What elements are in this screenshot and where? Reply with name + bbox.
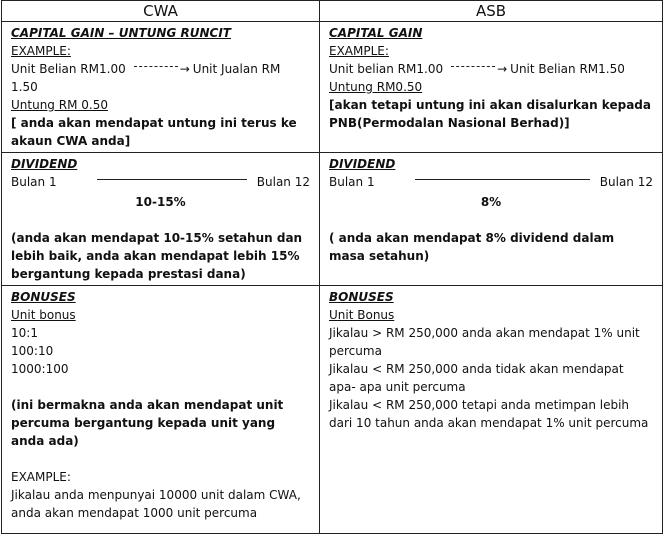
asb-month-start: Bulan 1 [329,175,375,189]
cwa-month-start: Bulan 1 [11,175,57,189]
asb-buy-price: Unit belian RM1.00 [329,62,444,76]
header-row [2,1,663,22]
dashed-line [451,66,495,67]
header-cwa: CWA [2,1,320,22]
cwa-dividend-title: DIVIDEND [11,157,78,171]
timeline-line [415,179,590,180]
cwa-buy-price: Unit Belian RM1.00 [11,62,126,76]
dividend-row [2,153,663,286]
comparison-table [1,0,663,534]
cwa-capital-gain-title: CAPITAL GAIN – UNTUNG RUNCIT [11,26,231,40]
cwa-profit: Untung RM 0.50 [11,98,108,112]
asb-bonus-item: Jikalau < RM 250,000 tetapi anda metimpan lebih dari 10 tahun anda akan mendapat 1% unit percuma [329,398,649,430]
asb-dividend-note: ( anda akan mendapat 8% dividend dalam masa setahun) [329,231,615,263]
cwa-dividend-note: (anda akan mendapat 10-15% setahun dan lebih baik, anda akan mendapat lebih 15% bergantung kepada prestasi dana) [11,231,303,281]
cwa-unit-bonus-label: Unit bonus [11,308,76,322]
asb-dividend-cell [320,153,663,286]
asb-example-label: EXAMPLE: [329,44,389,58]
cwa-capital-gain-cell [2,22,320,153]
cwa-bonus-example-text: Jikalau anda menpunyai 10000 unit dalam CWA, anda akan mendapat 1000 unit percuma [11,488,301,520]
asb-profit: Untung RM0.50 [329,80,423,94]
cwa-bonuses-title: BONUSES [11,290,76,304]
arrow-right-icon: → [497,62,508,76]
asb-capital-note: [akan tetapi untung ini akan disalurkan kepada PNB(Permodalan Nasional Berhad)] [329,98,651,130]
cwa-dividend-cell [2,153,320,286]
asb-capital-gain-cell [320,22,663,153]
asb-month-range [329,173,653,191]
cwa-bonus-note: (ini bermakna anda akan mendapat unit percuma bergantung kepada unit yang anda ada) [11,398,284,448]
cwa-buy-sell-line [11,60,310,78]
asb-bonuses-cell [320,286,663,534]
asb-unit-bonus-label: Unit Bonus [329,308,395,322]
cwa-bonus-ratio: 1000:100 [11,362,69,376]
cwa-bonus-example-label: EXAMPLE: [11,470,71,484]
cwa-month-range [11,173,310,191]
cwa-capital-note: [ anda akan mendapat untung ini terus ke akaun CWA anda] [11,116,297,148]
asb-bonus-item: Jikalau > RM 250,000 anda akan mendapat 1% unit percuma [329,326,640,358]
cwa-example-label: EXAMPLE: [11,44,71,58]
asb-month-end: Bulan 12 [599,175,653,189]
cwa-bonus-ratio: 10:1 [11,326,38,340]
asb-dividend-rate: 8% [480,195,502,209]
asb-capital-gain-title: CAPITAL GAIN [329,26,423,40]
arrow-right-icon: → [179,62,190,76]
cwa-month-end: Bulan 12 [256,175,310,189]
asb-dividend-title: DIVIDEND [329,157,396,171]
header-asb: ASB [320,1,663,22]
timeline-line [97,179,247,180]
asb-bonus-item: Jikalau < RM 250,000 anda tidak akan mendapat apa- apa unit percuma [329,362,624,394]
cwa-sell-price: Unit Jualan RM [192,62,281,76]
cwa-bonus-ratio: 100:10 [11,344,54,358]
dashed-line [134,66,178,67]
capital-gain-row [2,22,663,153]
asb-bonuses-title: BONUSES [329,290,394,304]
cwa-dividend-rate: 10-15% [135,195,186,209]
asb-sell-price: Unit Belian RM1.50 [510,62,625,76]
bonuses-row [2,286,663,534]
cwa-sell-price-cont: 1.50 [11,80,38,94]
cwa-bonuses-cell [2,286,320,534]
asb-buy-sell-line [329,60,653,78]
